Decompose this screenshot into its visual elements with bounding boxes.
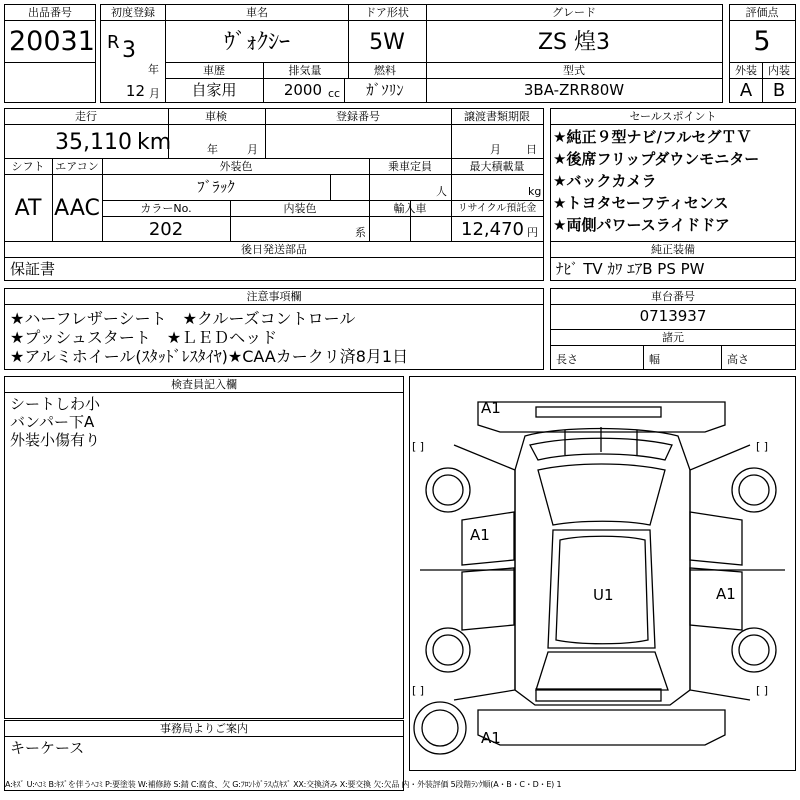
inspector-line: バンパー下A bbox=[10, 413, 95, 431]
int-grade-label: 内装 bbox=[768, 64, 790, 77]
damage-mark: A1 bbox=[470, 526, 490, 544]
capacity-unit: 人 bbox=[436, 185, 447, 198]
car-body-diagram bbox=[414, 399, 785, 754]
sales-points-label: セールスポイント bbox=[629, 110, 717, 123]
lot-number: 20031 bbox=[9, 26, 95, 57]
recycle-unit: 円 bbox=[527, 226, 538, 239]
displacement-label: 排気量 bbox=[288, 64, 322, 77]
score-label: 評価点 bbox=[745, 6, 779, 19]
int-color-label: 内装色 bbox=[283, 202, 317, 215]
displacement-unit: cc bbox=[328, 87, 341, 100]
door-label: ドア形状 bbox=[365, 6, 409, 19]
model-code-value: 3BA-ZRR80W bbox=[523, 81, 625, 99]
history-value: 自家用 bbox=[191, 81, 237, 99]
inspection-label: 車検 bbox=[205, 110, 227, 123]
sales-point-item: ★バックカメラ bbox=[553, 172, 657, 190]
era-symbol: R bbox=[107, 32, 120, 53]
transfer-month-unit: 月 bbox=[490, 143, 501, 156]
model-code-label: 型式 bbox=[563, 64, 585, 77]
bracket: [ ] bbox=[756, 440, 769, 453]
displacement-value: 2000 bbox=[283, 81, 322, 99]
office-value: キーケース bbox=[10, 739, 85, 757]
length-label: 長さ bbox=[556, 353, 578, 366]
legend-footer: A:ｷｽﾞ U:ﾍｺﾐ B:ｷｽﾞを伴うﾍｺﾐ P:要塗装 W:補修跡 S:錆 C:腐食、欠 G:ﾌﾛﾝﾄｶﾞﾗｽ点ｷｽﾞ XX:交換済み X:要交換 欠:欠品 内・外装評価 5段階ﾗﾝｸ順(A・B・C・D・E) 1 bbox=[5, 780, 562, 789]
reg-month: 12 bbox=[125, 82, 145, 100]
dims-label: 諸元 bbox=[662, 331, 684, 344]
sales-point-item: ★純正９型ナビ/フルセグＴＶ bbox=[553, 128, 752, 146]
transfer-day-unit: 日 bbox=[526, 143, 537, 156]
bracket: [ ] bbox=[756, 684, 769, 697]
later-parts-label: 後日発送部品 bbox=[241, 243, 307, 256]
mileage-value: 35,110 bbox=[55, 130, 132, 155]
int-grade-value: B bbox=[772, 80, 786, 101]
sales-point-item: ★両側パワースライドドア bbox=[553, 216, 730, 234]
ext-color-value: ﾌﾞﾗｯｸ bbox=[197, 178, 235, 196]
grade-label: グレード bbox=[552, 6, 596, 19]
sales-point-item: ★トヨタセーフティセンス bbox=[553, 194, 729, 212]
mileage-unit: km bbox=[137, 130, 172, 155]
note-line: ★アルミホイール(ｽﾀｯﾄﾞﾚｽﾀｲﾔ)★CAAカークリ済8月1日 bbox=[10, 347, 409, 366]
insp-year-unit: 年 bbox=[207, 143, 218, 156]
history-label: 車歴 bbox=[203, 64, 225, 77]
inspector-label: 検査員記入欄 bbox=[171, 378, 237, 391]
ext-color-label: 外装色 bbox=[219, 160, 253, 173]
door-type: 5W bbox=[369, 30, 405, 55]
recycle-value: 12,470 bbox=[461, 219, 524, 240]
capacity-label: 乗車定員 bbox=[388, 160, 432, 173]
load-unit: kg bbox=[528, 185, 542, 198]
ext-grade-label: 外装 bbox=[735, 64, 757, 77]
inspector-line: 外装小傷有り bbox=[10, 431, 101, 449]
chassis-number: 0713937 bbox=[639, 307, 707, 325]
max-load-label: 最大積載量 bbox=[469, 160, 525, 173]
damage-mark: A1 bbox=[716, 585, 736, 603]
equipment-label: 純正装備 bbox=[651, 243, 695, 256]
chassis-label: 車台番号 bbox=[651, 290, 695, 303]
grade-value: ZS 煌3 bbox=[537, 30, 611, 55]
year-unit: 年 bbox=[148, 63, 159, 76]
sales-point-item: ★後席フリップダウンモニター bbox=[553, 150, 760, 168]
shift-value: AT bbox=[14, 196, 42, 221]
height-label: 高さ bbox=[727, 353, 749, 366]
notes-label: 注意事項欄 bbox=[246, 290, 302, 303]
color-no-value: 202 bbox=[148, 219, 184, 240]
shift-label: シフト bbox=[11, 160, 45, 173]
car-name-label: 車名 bbox=[246, 6, 268, 19]
note-line: ★ハーフレザーシート ★クルーズコントロール bbox=[10, 309, 356, 328]
color-no-label: カラーNo. bbox=[140, 202, 192, 215]
bracket: [ ] bbox=[412, 684, 425, 697]
inspector-line: シートしわ小 bbox=[10, 395, 101, 413]
mileage-label: 走行 bbox=[75, 110, 97, 123]
overall-score: 5 bbox=[753, 26, 771, 57]
bracket: [ ] bbox=[412, 440, 425, 453]
month-unit: 月 bbox=[149, 87, 160, 100]
fuel-value: ｶﾞｿﾘﾝ bbox=[366, 81, 404, 99]
ac-value: AAC bbox=[54, 196, 100, 221]
insp-month-unit: 月 bbox=[247, 143, 258, 156]
width-label: 幅 bbox=[649, 353, 660, 366]
later-parts-value: 保証書 bbox=[10, 260, 56, 278]
first-reg-label: 初度登録 bbox=[111, 6, 155, 19]
damage-mark: A1 bbox=[481, 399, 501, 417]
office-label: 事務局よりご案内 bbox=[160, 722, 248, 735]
fuel-label: 燃料 bbox=[374, 64, 396, 77]
damage-mark: U1 bbox=[593, 586, 614, 604]
transfer-doc-label: 譲渡書類期限 bbox=[464, 110, 530, 123]
reg-no-label: 登録番号 bbox=[336, 110, 380, 123]
car-name: ｳﾞｫｸｼｰ bbox=[223, 30, 291, 55]
damage-mark: A1 bbox=[481, 729, 501, 747]
reg-year: 3 bbox=[122, 38, 136, 63]
ext-grade-value: A bbox=[739, 80, 753, 101]
import-label: 輸入車 bbox=[393, 202, 427, 215]
int-color-unit: 系 bbox=[355, 226, 366, 239]
note-line: ★プッシュスタート ★ＬＥＤヘッド bbox=[10, 328, 278, 347]
lot-no-label: 出品番号 bbox=[28, 6, 72, 19]
recycle-label: リサイクル預託金 bbox=[457, 203, 537, 214]
equipment-value: ﾅﾋﾞ TV ｶﾜ ｴｱB PS PW bbox=[556, 260, 705, 278]
ac-label: エアコン bbox=[55, 160, 99, 173]
